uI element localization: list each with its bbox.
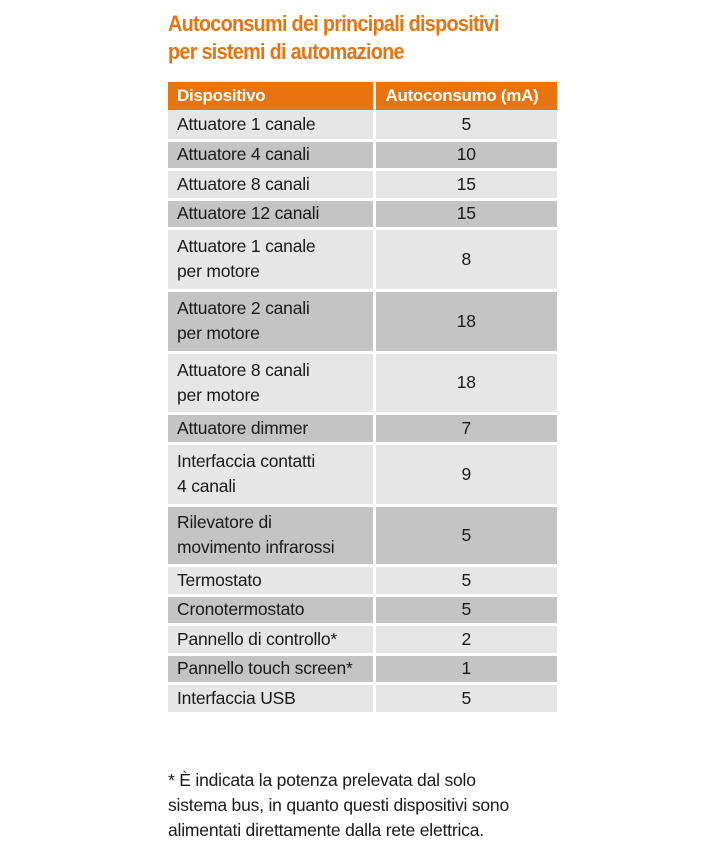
device-name-line: movimento infrarossi: [177, 537, 335, 557]
table-row: [168, 169, 557, 199]
device-cell: [168, 352, 374, 413]
device-name-line: Interfaccia contatti: [177, 451, 316, 471]
table-row: [168, 624, 557, 654]
consumption-value-cell: 9: [374, 443, 557, 505]
device-name-line: Attuatore 1 canale: [177, 236, 316, 256]
consumption-value-cell: 18: [374, 352, 557, 413]
device-name-line: 4 canali: [177, 476, 236, 496]
device-name-line: Termostato: [177, 569, 262, 590]
device-cell: [168, 683, 374, 713]
table-row: [168, 595, 557, 624]
device-cell: [168, 595, 374, 624]
device-cell: [168, 169, 374, 199]
table-row: [168, 110, 557, 140]
device-name-line: Attuatore dimmer: [177, 417, 309, 438]
consumption-value-cell: 10: [374, 140, 557, 169]
footnote-line: * È indicata la potenza prelevata dal solo: [168, 770, 476, 790]
consumption-value-cell: 5: [374, 505, 557, 565]
device-name-line: Interfaccia USB: [177, 687, 296, 708]
table-row: [168, 565, 557, 595]
table-row: [168, 228, 557, 290]
consumption-value-cell: 5: [374, 595, 557, 624]
device-name-line: per motore: [177, 323, 260, 343]
table-row: [168, 413, 557, 443]
header-autoconsumo: Autoconsumo (mA): [374, 82, 557, 110]
device-name-line: Attuatore 2 canali: [177, 298, 310, 318]
consumption-value-cell: 15: [374, 199, 557, 228]
device-cell: [168, 110, 374, 140]
consumption-value-cell: 18: [374, 290, 557, 352]
device-name-line: Attuatore 12 canali: [177, 203, 320, 223]
consumption-value-cell: 5: [374, 565, 557, 595]
table-row: [168, 140, 557, 169]
consumption-value-cell: 1: [374, 654, 557, 683]
device-name-line: Attuatore 8 canali: [177, 173, 310, 194]
device-name-line: Attuatore 8 canali: [177, 359, 310, 380]
footnote-line: sistema bus, in quanto questi dispositivi sono: [168, 795, 509, 815]
device-cell: [168, 654, 374, 683]
title-line-1: Autoconsumi dei principali dispositivi: [168, 11, 499, 36]
consumption-value-cell: 8: [374, 228, 557, 290]
device-cell: [168, 443, 374, 505]
device-name-line: Attuatore 4 canali: [177, 144, 310, 164]
footnote: [168, 768, 568, 843]
consumption-table: [168, 82, 557, 715]
device-cell: [168, 413, 374, 443]
table-row: [168, 443, 557, 505]
device-cell: [168, 290, 374, 352]
device-name-line: Rilevatore di: [177, 512, 272, 532]
device-name-line: Pannello touch screen*: [177, 658, 353, 678]
consumption-value-cell: 7: [374, 413, 557, 443]
header-dispositivo: Dispositivo: [168, 82, 374, 110]
table-row: [168, 199, 557, 228]
table-row: [168, 505, 557, 565]
device-name-line: per motore: [177, 384, 260, 405]
device-name-line: per motore: [177, 261, 260, 281]
page-title: [168, 10, 564, 66]
consumption-value-cell: 2: [374, 624, 557, 654]
device-name-line: Pannello di controllo*: [177, 628, 338, 649]
device-cell: [168, 199, 374, 228]
footnote-line: alimentati direttamente dalla rete elettrica.: [168, 820, 484, 840]
device-cell: [168, 565, 374, 595]
table-row: [168, 290, 557, 352]
device-cell: [168, 228, 374, 290]
consumption-value-cell: 15: [374, 169, 557, 199]
table-row: [168, 654, 557, 683]
device-name-line: Cronotermostato: [177, 599, 305, 619]
table-row: [168, 683, 557, 713]
device-cell: [168, 624, 374, 654]
consumption-value-cell: 5: [374, 683, 557, 713]
table-row: [168, 352, 557, 413]
device-cell: [168, 505, 374, 565]
title-line-2: per sistemi di automazione: [168, 39, 404, 64]
table-header-row: [168, 82, 557, 110]
consumption-value-cell: 5: [374, 110, 557, 140]
device-name-line: Attuatore 1 canale: [177, 113, 316, 134]
device-cell: [168, 140, 374, 169]
